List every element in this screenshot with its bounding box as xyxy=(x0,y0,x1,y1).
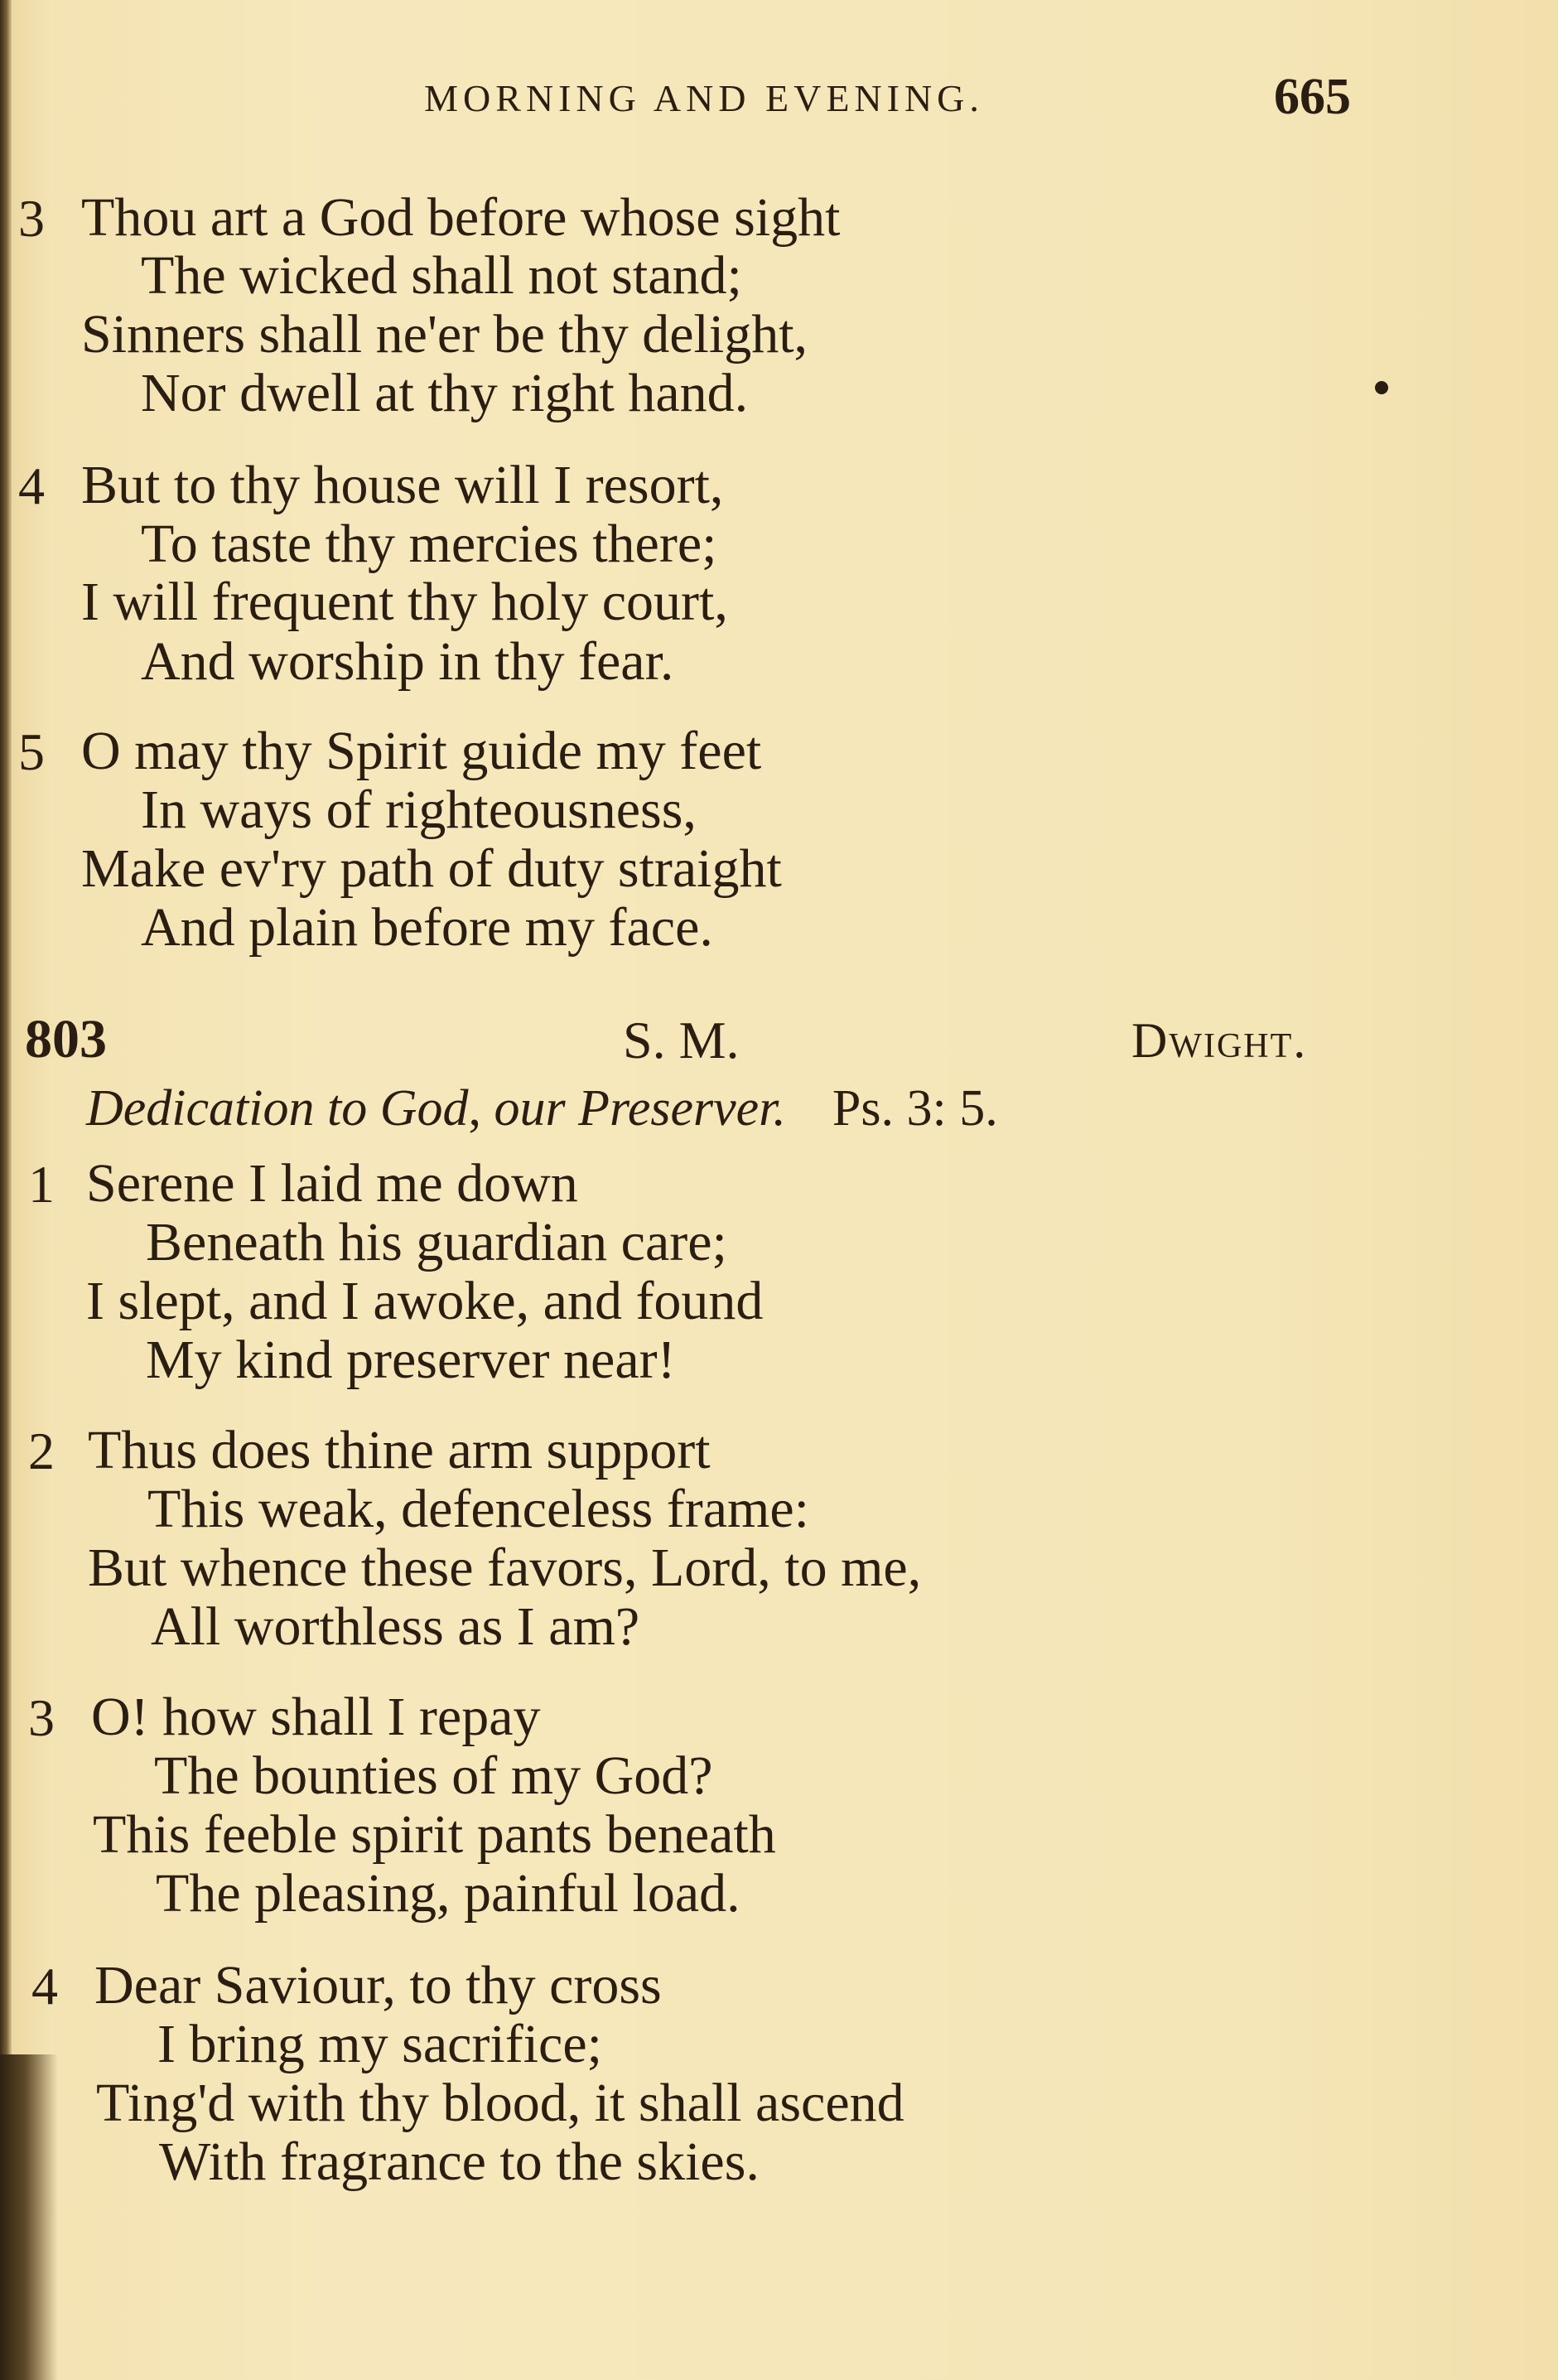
verse-line: This weak, defenceless frame: xyxy=(147,1479,809,1539)
verse-number: 5 xyxy=(18,722,45,781)
verse-line: And worship in thy fear. xyxy=(141,631,674,692)
verse-number: 3 xyxy=(28,1688,55,1747)
verse-line: Nor dwell at thy right hand. xyxy=(141,363,749,423)
verse-line: Sinners shall ne'er be thy delight, xyxy=(81,304,808,364)
verse-line: My kind preserver near! xyxy=(146,1330,676,1390)
hymn-subtitle xyxy=(86,1079,998,1138)
verse-line: Make ev'ry path of duty straight xyxy=(81,838,782,899)
verse-line: Thou art a God before whose sight xyxy=(81,187,841,248)
verse-line: To taste thy mercies there; xyxy=(141,514,717,574)
verse-line: Thus does thine arm support xyxy=(88,1420,711,1480)
verse-number: 4 xyxy=(18,456,45,515)
verse-line: Serene I laid me down xyxy=(86,1153,578,1214)
verse-line: The pleasing, painful load. xyxy=(156,1863,740,1924)
verse-line: But whence these favors, Lord, to me, xyxy=(88,1538,922,1598)
verse-line: With fragrance to the skies. xyxy=(159,2131,760,2192)
verse-line: O may thy Spirit guide my feet xyxy=(81,721,762,781)
verse-line: I will frequent thy holy court, xyxy=(81,572,728,632)
subtitle-separator: , xyxy=(468,1080,494,1137)
ink-speck xyxy=(1375,381,1388,394)
verse-line: I slept, and I awoke, and found xyxy=(86,1271,764,1331)
verse-line: Ting'd with thy blood, it shall ascend xyxy=(96,2073,904,2133)
running-header-title: MORNING AND EVENING. xyxy=(424,77,984,119)
hymn-number: 803 xyxy=(25,1009,107,1069)
page-spine-edge xyxy=(0,0,12,2380)
hymn-tune-name: Dwight. xyxy=(1131,1013,1308,1068)
verse-number: 2 xyxy=(28,1422,55,1480)
scripture-reference: Ps. 3: 5. xyxy=(832,1080,998,1137)
verse-line: The bounties of my God? xyxy=(154,1745,713,1806)
subtitle-text-2: our Preserver. xyxy=(494,1080,786,1137)
page-number: 665 xyxy=(1274,69,1351,125)
verse-line: O! how shall I repay xyxy=(91,1687,541,1747)
verse-line: I bring my sacrifice; xyxy=(157,2014,602,2074)
verse-line: All worthless as I am? xyxy=(151,1596,640,1657)
hymn-meter: S. M. xyxy=(623,1011,740,1069)
verse-line: This feeble spirit pants beneath xyxy=(93,1804,776,1865)
verse-number: 4 xyxy=(31,1957,58,2016)
verse-line: The wicked shall not stand; xyxy=(141,245,742,306)
verse-number: 3 xyxy=(18,189,45,248)
verse-line: Dear Saviour, to thy cross xyxy=(94,1955,662,2016)
verse-number: 1 xyxy=(28,1155,55,1214)
verse-line: But to thy house will I resort, xyxy=(81,455,724,515)
verse-line: Beneath his guardian care; xyxy=(146,1212,727,1272)
verse-line: And plain before my face. xyxy=(141,897,713,958)
subtitle-text-1: Dedication to God xyxy=(86,1080,469,1137)
binding-shadow xyxy=(0,2054,58,2380)
verse-line: In ways of righteousness, xyxy=(141,780,697,840)
